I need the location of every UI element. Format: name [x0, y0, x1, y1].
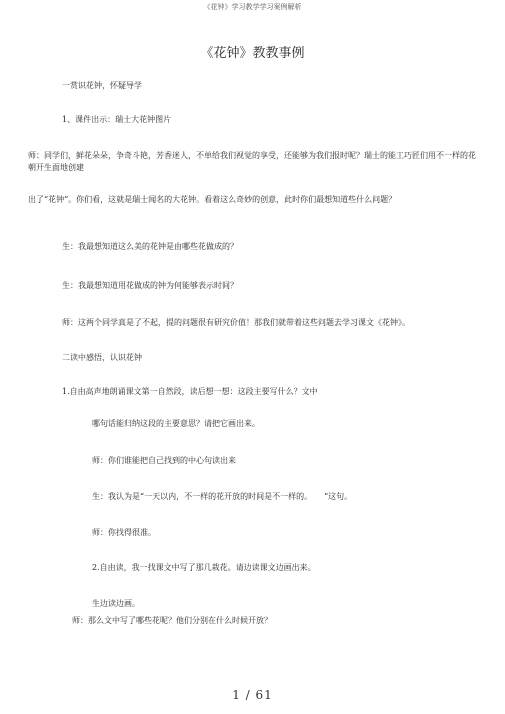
paragraph: 师：你们谁能把自己找到的中心句读出来: [92, 456, 236, 465]
paragraph: 1、课件出示：瑞士大花钟图片: [62, 115, 172, 124]
paragraph: 出了“花钟”。你们看，这就是瑞士闻名的大花钟。看着这么奇妙的创意，此时你们最想知道些什么问题？: [28, 195, 397, 204]
paragraph: 生边读边画。: [92, 599, 140, 608]
paragraph: 生：我最想知道这么美的花钟是由哪些花做成的？: [62, 242, 238, 251]
page-number: 1 / 61: [232, 688, 273, 702]
paragraph: 哪句话能归纳这段的主要意思？请把它画出来。: [92, 419, 260, 428]
section-heading-2: 二读中感悟，认识花钟: [62, 353, 142, 362]
paragraph: 师：那么文中写了哪些花呢？他们分别在什么时候开放？: [72, 616, 272, 625]
paragraph: 1.自由高声地朗诵课文第一自然段，读后想一想：这段主要写什么？文中: [62, 387, 318, 396]
paragraph: 生：我最想知道用花做成的钟为何能够表示时间？: [62, 281, 238, 290]
section-heading-1: 一赏识花钟，怀疑导学: [62, 81, 142, 90]
paragraph: 师：你找得很准。: [92, 528, 156, 537]
paragraph: 生：我认为是“一天以内，不一样的花开放的时间是不一样的。 ”这句。: [92, 492, 353, 501]
paragraph: 师：同学们，鲜花朵朵，争奇斗艳，芳香迷人，不单给我们视觉的享受，还能够为我们报时呢？瑞士的能工巧匠们用不一样的花朝开生面地创建: [28, 151, 476, 172]
paragraph: 2.自由读，我一找课文中写了那几栽花。请边读课文边画出来。: [92, 563, 316, 572]
paragraph: 师：这两个同学真是了不起，提的问题很有研究价值！那我们就带着这些问题去学习课文《花钟》。: [62, 318, 410, 327]
document-title: 《花钟》教教事例: [200, 46, 305, 61]
page-header: 《花钟》学习教学学习案例解析: [203, 3, 302, 11]
